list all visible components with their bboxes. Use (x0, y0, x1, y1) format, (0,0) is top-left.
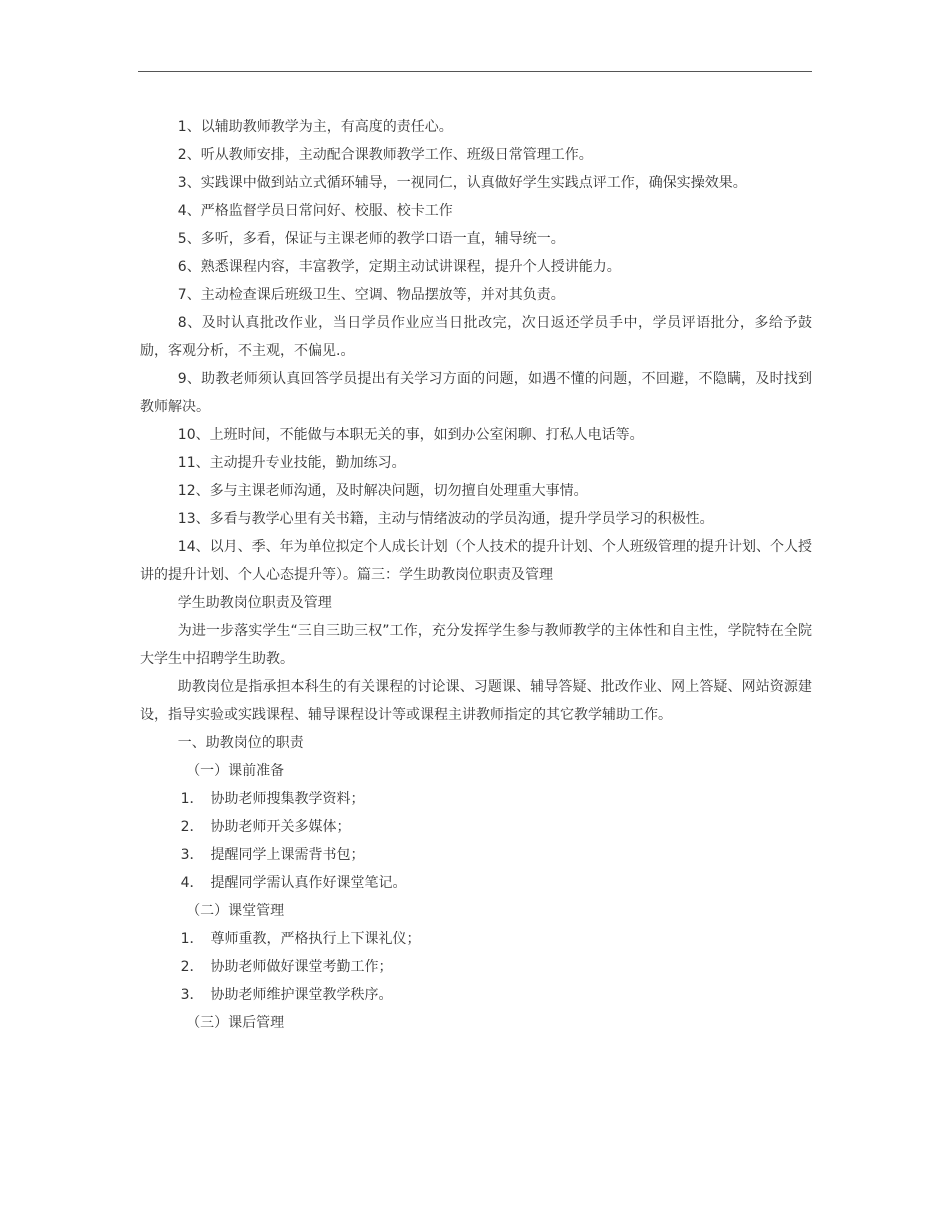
subsection-heading: （三）课后管理 (186, 1015, 285, 1031)
paragraph: 1、以辅助教师教学为主，有高度的责任心。 (177, 119, 453, 135)
subsection-heading: （一）课前准备 (186, 763, 285, 779)
paragraph: 12、多与主课老师沟通，及时解决问题，切勿擅自处理重大事情。 (177, 483, 588, 499)
section-heading: 学生助教岗位职责及管理 (177, 595, 332, 611)
list-item: 1． 尊师重教，严格执行上下课礼仪； (180, 931, 421, 947)
header-rule (138, 71, 812, 72)
paragraph: 9、助教老师须认真回答学员提出有关学习方面的问题，如遇不懂的问题，不回避，不隐瞒，及时找到教师解决。 (140, 371, 812, 415)
subsection-heading: （二）课堂管理 (186, 903, 285, 919)
list-item: 2． 协助老师开关多媒体； (180, 819, 351, 835)
list-item: 2． 协助老师做好课堂考勤工作； (180, 959, 393, 975)
paragraph: 11、主动提升专业技能，勤加练习。 (177, 455, 406, 471)
paragraph: 10、上班时间，不能做与本职无关的事，如到办公室闲聊、打私人电话等。 (177, 427, 644, 443)
list-item: 4． 提醒同学需认真作好课堂笔记。 (180, 875, 407, 891)
paragraph: 3、实践课中做到站立式循环辅导，一视同仁，认真做好学生实践点评工作，确保实操效果。 (177, 175, 747, 191)
section-heading: 一、助教岗位的职责 (177, 735, 304, 751)
paragraph: 6、熟悉课程内容，丰富教学，定期主动试讲课程，提升个人授讲能力。 (177, 259, 621, 275)
paragraph: 2、听从教师安排，主动配合课教师教学工作、班级日常管理工作。 (177, 147, 593, 163)
document-body (140, 113, 812, 1037)
list-item: 1． 协助老师搜集教学资料； (180, 791, 365, 807)
paragraph: 助教岗位是指承担本科生的有关课程的讨论课、习题课、辅导答疑、批改作业、网上答疑、网站资源建设，指导实验或实践课程、辅导课程设计等或课程主讲教师指定的其它教学辅助工作。 (140, 679, 812, 723)
list-item: 3． 协助老师维护课堂教学秩序。 (180, 987, 393, 1003)
paragraph: 8、及时认真批改作业，当日学员作业应当日批改完，次日返还学员手中，学员评语批分，多给予鼓励，客观分析，不主观，不偏见.。 (140, 315, 812, 359)
paragraph: 4、严格监督学员日常问好、校服、校卡工作 (177, 203, 453, 219)
list-item: 3． 提醒同学上课需背书包； (180, 847, 365, 863)
paragraph: 7、主动检查课后班级卫生、空调、物品摆放等，并对其负责。 (177, 287, 565, 303)
paragraph: 14、以月、季、年为单位拟定个人成长计划（个人技术的提升计划、个人班级管理的提升计划、个人授讲的提升计划、个人心态提升等）。篇三：学生助教岗位职责及管理 (140, 539, 812, 583)
paragraph: 13、多看与教学心里有关书籍，主动与情绪波动的学员沟通，提升学员学习的积极性。 (177, 511, 714, 527)
paragraph: 为进一步落实学生“三自三助三权”工作，充分发挥学生参与教师教学的主体性和自主性，学院特在全院大学生中招聘学生助教。 (140, 623, 812, 667)
paragraph: 5、多听，多看，保证与主课老师的教学口语一直，辅导统一。 (177, 231, 565, 247)
